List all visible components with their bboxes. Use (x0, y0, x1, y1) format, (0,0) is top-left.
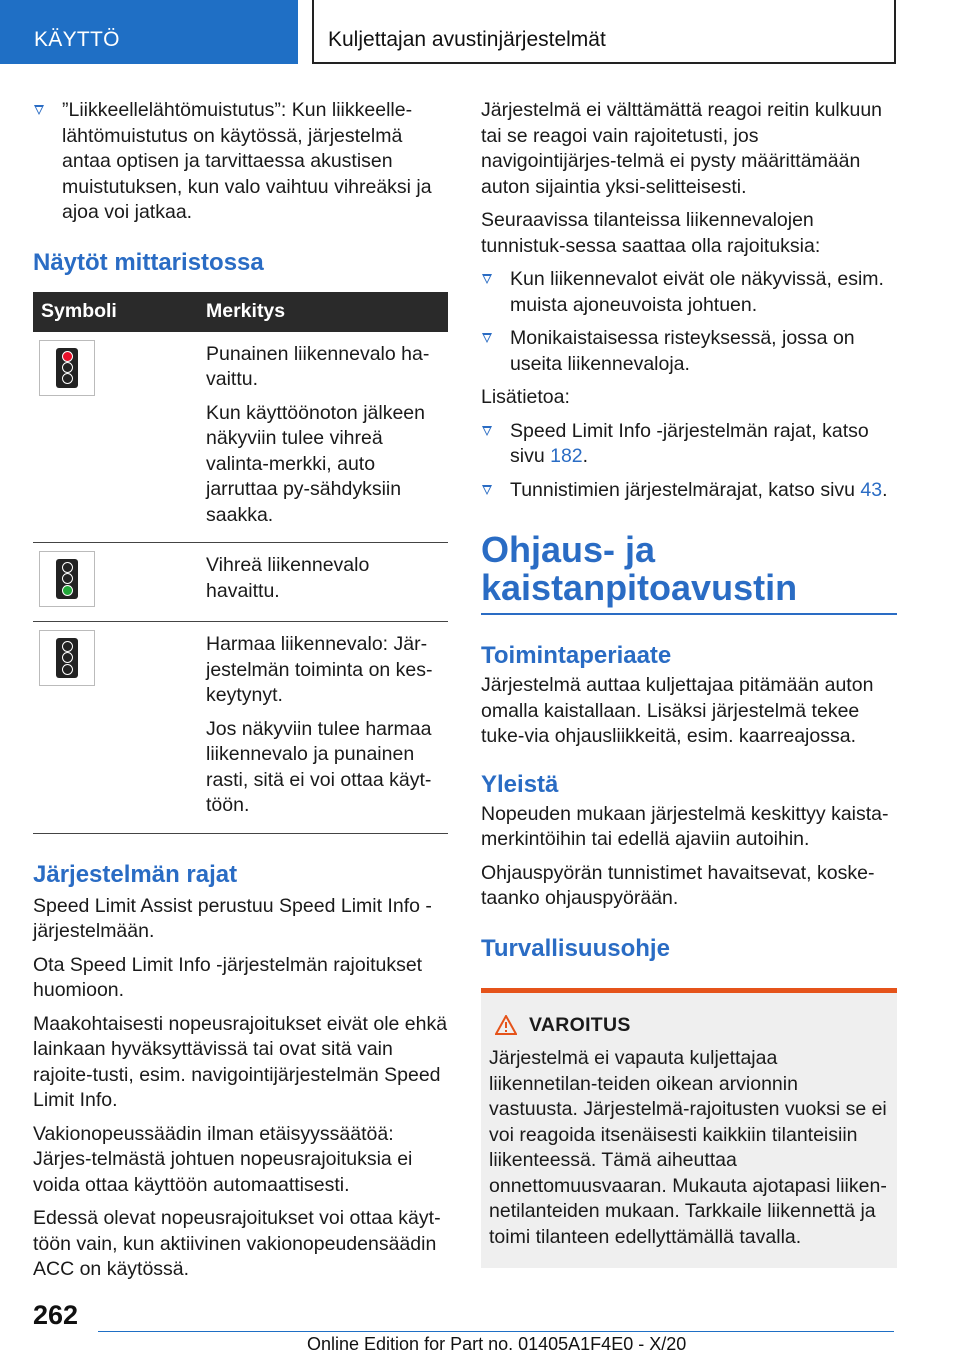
paragraph: Seuraavissa tilanteissa liikennevalojen tunnistuk-sessa saattaa olla rajoituksia: (481, 209, 821, 257)
traffic-light-green-icon (39, 551, 95, 607)
table-cell-text: Jos näkyviin tulee harmaa liikennevalo ja punainen rasti, sitä ei voi ottaa käyt-töön. (206, 717, 432, 816)
table-row (33, 622, 448, 834)
triangle-bullet-icon (482, 333, 492, 343)
header-section-label: KÄYTTÖ (34, 28, 120, 51)
section-heading: Yleistä (481, 770, 559, 798)
table-header-row (33, 292, 448, 332)
paragraph: Edessä olevat nopeusrajoitukset voi ottaa käyt-töön vain, kun aktiivinen vakionopeudensäädin ACC on käytössä. (33, 1207, 441, 1280)
chapter-heading (481, 531, 897, 607)
warning-triangle-icon (495, 1015, 517, 1035)
section-heading: Järjestelmän rajat (33, 860, 238, 888)
paragraph: Vakionopeussäädin ilman etäisyyssäätöä: Järjes-telmästä johtuen nopeusrajoituksia ei voida ottaa käyttöön automaattisesti. (33, 1122, 413, 1196)
heading-divider (481, 613, 897, 615)
paragraph: Järjestelmä ei välttämättä reagoi reitin kulkuun tai se reagoi vain rajoitetusti, jos navigointijärjes-telmä ei pysty määrittämään auton sijaintia yksi-selitteisesti. (481, 99, 883, 198)
page-link[interactable]: 182 (550, 445, 583, 467)
list-item: Tunnistimien järjestelmärajat, katso sivu 43. (481, 478, 897, 504)
triangle-bullet-icon (482, 274, 492, 284)
header-chapter-label: Kuljettajan avustinjärjestelmät (328, 28, 606, 51)
section-heading: Turvallisuusohje (481, 934, 670, 962)
left-column (33, 98, 448, 1291)
paragraph: Nopeuden mukaan järjestelmä keskittyy kaista-merkintöihin tai edellä ajaviin autoihin. (481, 802, 889, 850)
right-column (481, 98, 897, 1268)
table-header-meaning: Merkitys (198, 292, 448, 332)
list-item (33, 98, 448, 226)
table-cell-text: Harmaa liikennevalo: Jär-jestelmän toiminta on kes-keytynyt. (206, 633, 433, 706)
triangle-bullet-icon (482, 426, 492, 436)
header-section (0, 0, 298, 64)
section-heading: Näytöt mittaristossa (33, 248, 264, 276)
table-row (33, 543, 448, 622)
footer-rule (98, 1331, 894, 1332)
warning-text: Järjestelmä ei vapauta kuljettajaa liikennetilan-teiden oikean arvionnin vastuusta. Järjestelmä-rajoitusten vuoksi se ei voi reagoida itsenäisesti kaikkiin tilanteisiin liikenteessä. Tämä aiheuttaa onnettomuusvaaran. Mukauta ajotapasi liiken-netilanteiden mukaan. Tarkkaile liikennettä ja toimi tilanteen edellyttämällä tavalla. (489, 1047, 887, 1248)
traffic-light-grey-icon (39, 630, 95, 686)
list-item-text: Monikaistaisessa risteyksessä, jossa on useita liikennevaloja. (510, 327, 855, 375)
table-cell-text: Vihreä liikennevalo havaittu. (206, 554, 370, 602)
list-item-text: Kun liikennevalot eivät ole näkyvissä, esim. muista ajoneuvoista johtuen. (510, 268, 884, 316)
triangle-bullet-icon (34, 105, 44, 115)
list-item-text: ”Liikkeellelähtömuistutus”: Kun liikkeelle-lähtömuistutus on käytössä, järjestelmä antaa optisen ja tarvittaessa akustisen muistutuksen, kun valo vaihtuu vihreäksi ja ajoa voi jatkaa. (62, 99, 432, 223)
paragraph: Järjestelmä auttaa kuljettajaa pitämään auton omalla kaistallaan. Lisäksi järjestelmä tekee tuke-via ohjausliikkeitä, esim. kaarreajossa. (481, 674, 874, 747)
paragraph: Lisätietoa: (481, 386, 570, 408)
paragraph: Speed Limit Assist perustuu Speed Limit Info -järjestelmään. (33, 894, 432, 942)
table-cell-text: Punainen liikennevalo ha-vaittu. (206, 342, 430, 390)
warning-title-label: VAROITUS (529, 1013, 631, 1036)
list-item (481, 326, 897, 377)
paragraph: Ota Speed Limit Info -järjestelmän rajoitukset huomioon. (33, 953, 423, 1001)
section-heading: Toimintaperiaate (481, 642, 672, 669)
paragraph: Ohjauspyörän tunnistimet havaitsevat, koske-taanko ohjauspyörään. (481, 861, 875, 909)
page-link[interactable]: 43 (860, 478, 883, 501)
list-item-text: Speed Limit Info -järjestelmän rajat, katso sivu (510, 419, 869, 467)
list-item: Speed Limit Info -järjestelmän rajat, katso sivu 182. (481, 419, 897, 470)
table-cell-text: Kun käyttöönoton jälkeen näkyviin tulee vihreä valinta-merkki, auto jarruttaa py-sähdyksiin saakka. (206, 401, 425, 526)
triangle-bullet-icon (482, 485, 492, 495)
table-row (33, 332, 448, 543)
table-header-symbol: Symboli (33, 292, 198, 332)
page-number: 262 (33, 1300, 79, 1330)
list-item (481, 267, 897, 318)
paragraph: Maakohtaisesti nopeusrajoitukset eivät ole ehkä lainkaan hyväksyttävissä tai ovat sitä vain rajoite-tusti, esim. navigointijärjestelmän Speed Limit Info. (33, 1012, 448, 1111)
header-chapter (312, 0, 896, 64)
list-item-text: Tunnistimien järjestelmärajat, katso sivu (510, 478, 861, 501)
traffic-light-red-icon (39, 340, 95, 396)
warning-box (481, 988, 897, 1269)
symbol-table (33, 292, 448, 834)
warning-title (489, 1013, 889, 1039)
chapter-heading-line: Ohjaus- ja (481, 529, 656, 570)
footer-edition: Online Edition for Part no. 01405A1F4E0 - X/20 (307, 1334, 687, 1354)
chapter-heading-line: kaistanpitoavustin (481, 567, 798, 608)
